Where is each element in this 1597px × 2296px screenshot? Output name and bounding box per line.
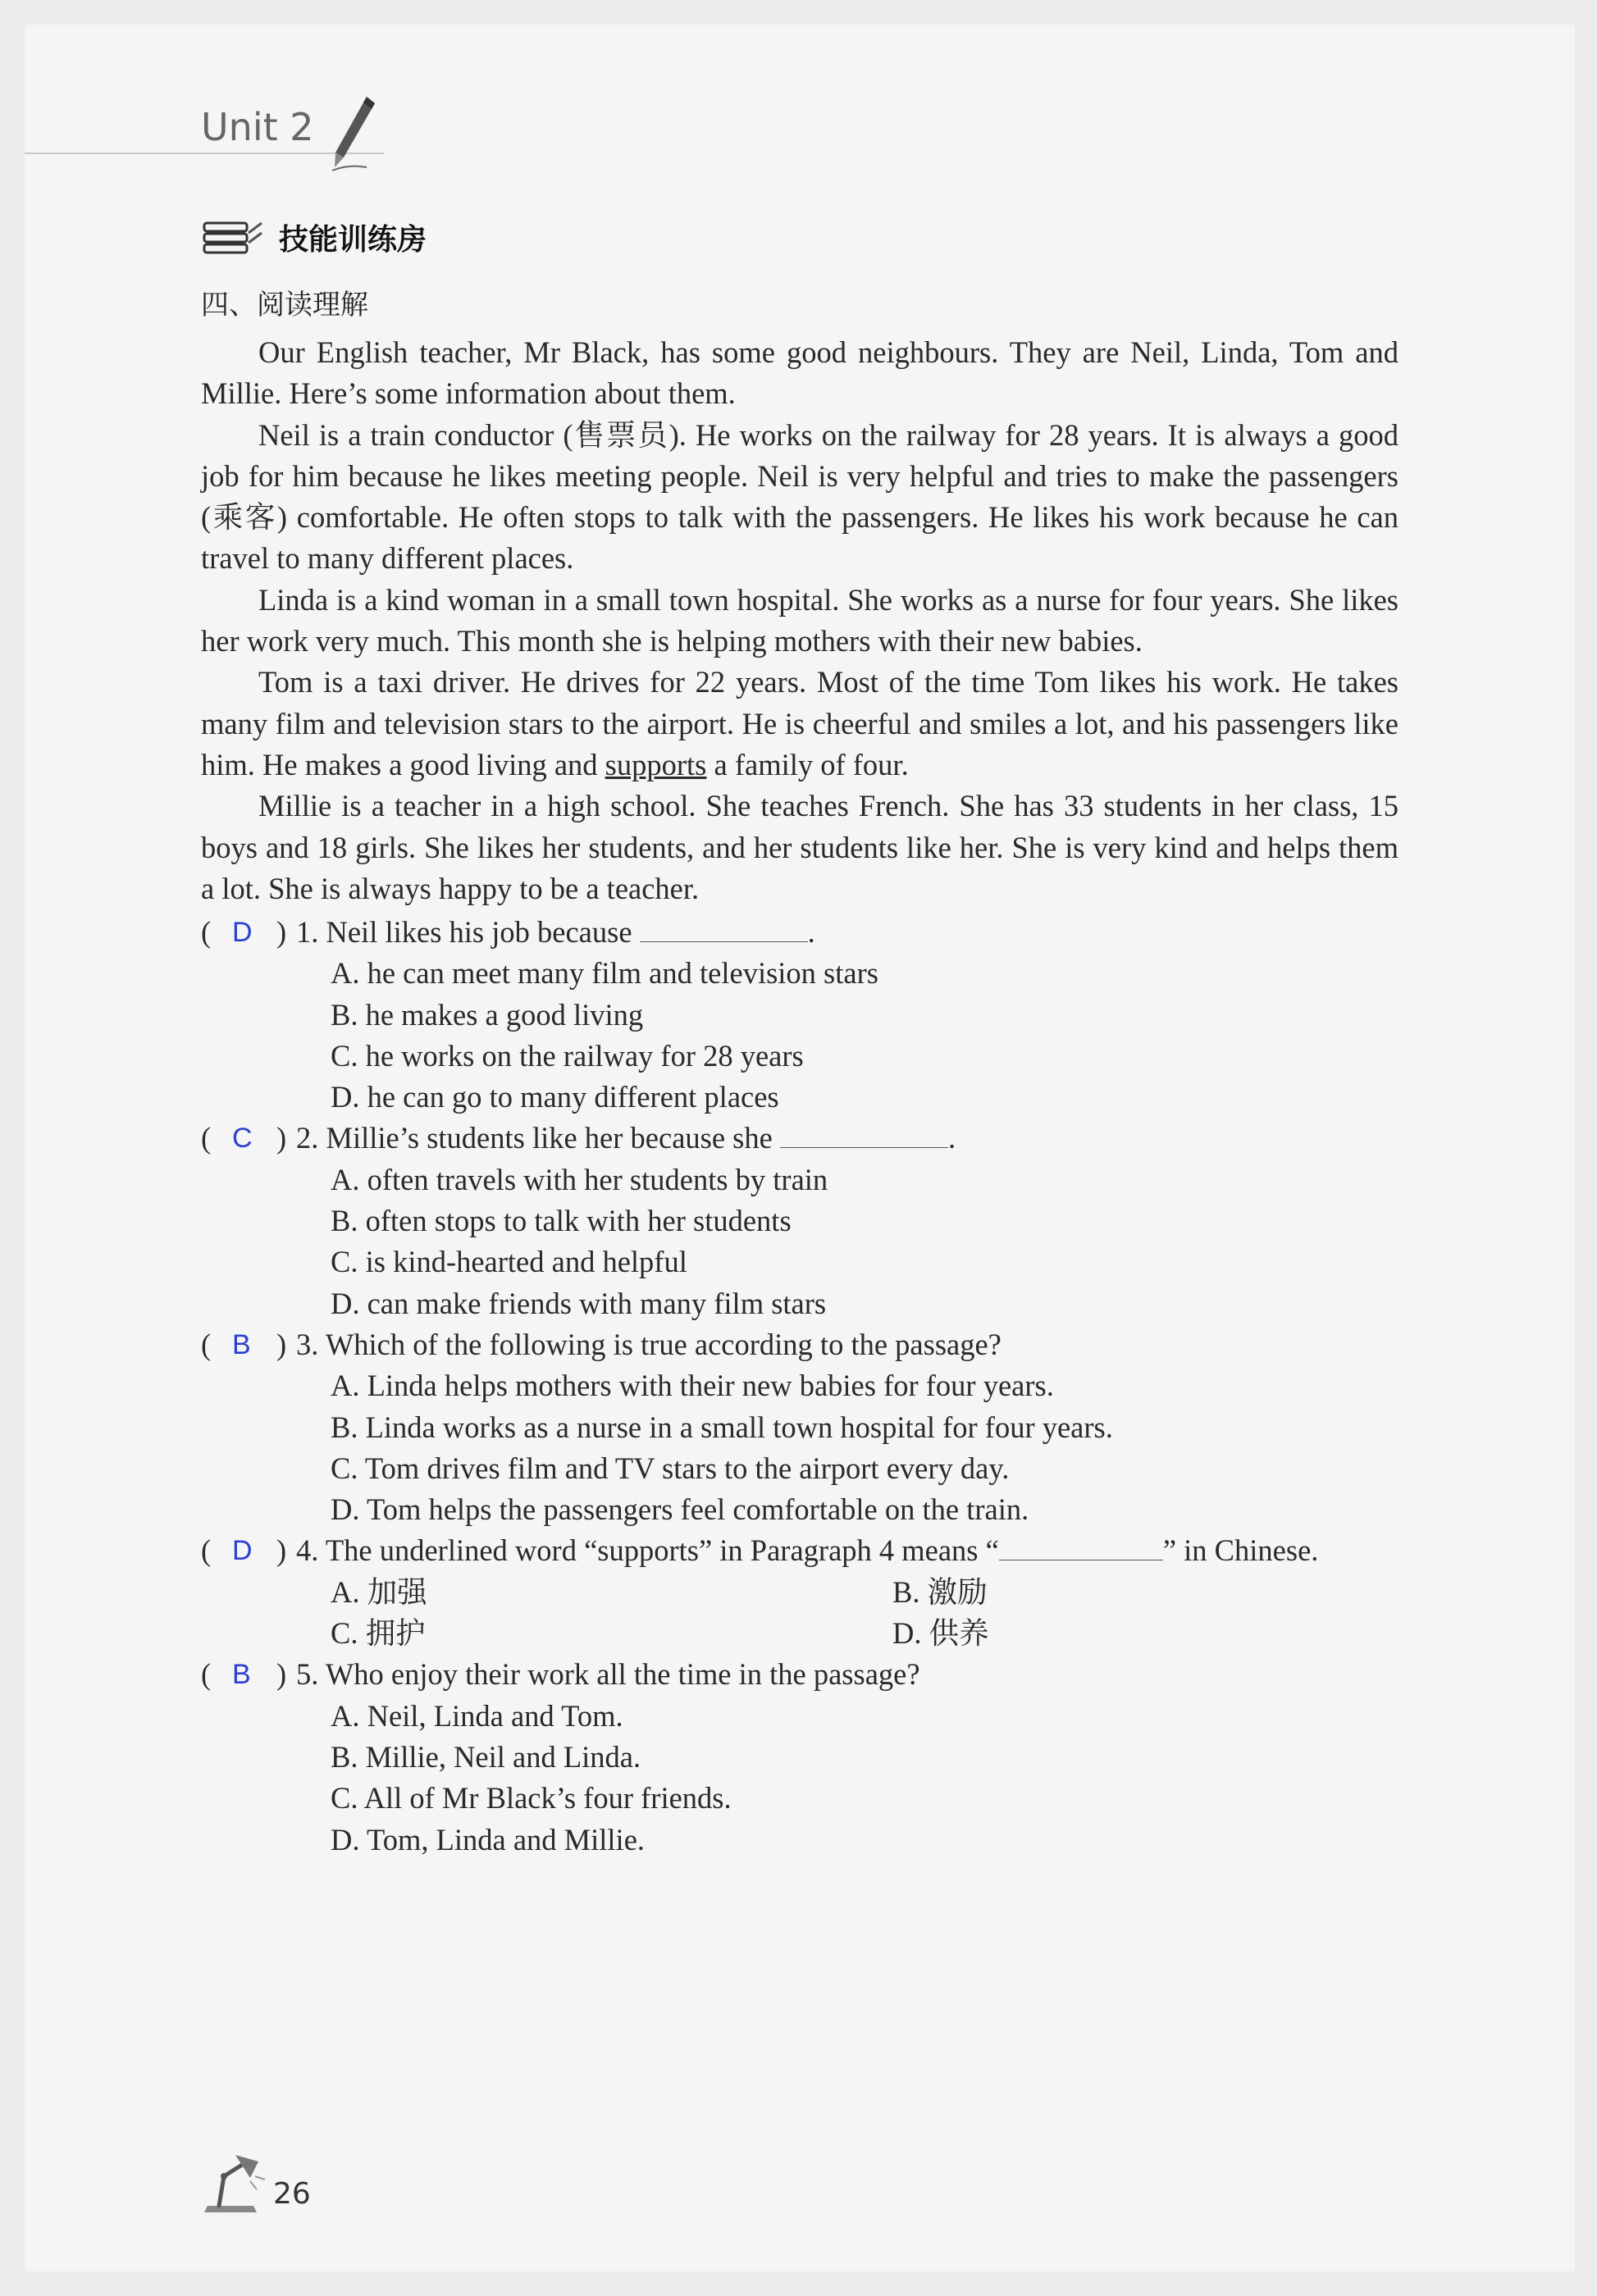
option: A. 加强 (331, 1574, 427, 1609)
option: B. 激励 (892, 1574, 988, 1609)
question-1: ( D ) 1. Neil likes his job because . A. he can meet many film and television stars B. he makes a good living C. he works on the railway for 28 years D. he can go to many different places (201, 912, 1431, 1118)
question-3-stem: 3. Which of the following is true according to the passage? (296, 1327, 1002, 1361)
paragraph-1: Our English teacher, Mr Black, has some good neighbours. They are Neil, Linda, Tom and Millie. Here’s some information about them. (201, 335, 1399, 411)
question-5: ( B ) 5. Who enjoy their work all the time in the passage? A. Neil, Linda and Tom. B. Millie, Neil and Linda. C. All of Mr Black’s four friends. D. Tom, Linda and Millie. (201, 1654, 1431, 1860)
answer-blank (999, 1532, 1163, 1560)
answer-1: D (232, 917, 253, 948)
question-2-stem: 2. Millie’s students like her because she . (296, 1121, 956, 1155)
paragraph-3: Linda is a kind woman in a small town hospital. She works as a nurse for four years. She likes her work very much. This month she is helping mothers with their new babies. (201, 582, 1399, 658)
answer-4: D (232, 1535, 253, 1567)
option: B. often stops to talk with her students (331, 1204, 792, 1238)
option: A. often travels with her students by train (331, 1162, 828, 1196)
option: A. Neil, Linda and Tom. (331, 1698, 623, 1733)
unit-title: Unit 2 (201, 105, 314, 149)
page-number: 26 (273, 2177, 311, 2211)
option: C. is kind-hearted and helpful (331, 1245, 687, 1279)
question-4-stem: 4. The underlined word “supports” in Paragraph 4 means “ ” in Chinese. (296, 1533, 1319, 1568)
paragraph-4 (201, 662, 1399, 786)
answer-2: C (232, 1123, 253, 1155)
reading-passage (201, 332, 1399, 909)
question-1-stem: 1. Neil likes his job because . (296, 915, 815, 949)
option: D. Tom, Linda and Millie. (331, 1822, 646, 1856)
option: C. Tom drives film and TV stars to the airport every day. (331, 1451, 1010, 1485)
option: A. Linda helps mothers with their new babies for four years. (331, 1369, 1054, 1403)
option: A. he can meet many film and television stars (331, 956, 878, 991)
subsection-title: 四、阅读理解 (201, 289, 368, 321)
option: B. Linda works as a nurse in a small town hospital for four years. (331, 1410, 1113, 1444)
books-icon (201, 218, 267, 257)
underlined-word: supports (605, 747, 707, 781)
option: D. he can go to many different places (331, 1080, 779, 1114)
option: C. 拥护 (331, 1616, 426, 1651)
option: D. Tom helps the passengers feel comfortable on the train. (331, 1492, 1029, 1527)
question-list (201, 912, 1431, 1861)
paragraph-2: Neil is a train conductor (售票员). He works on the railway for 28 years. It is always a good job for him because he likes meeting people. Neil is very helpful and tries to make the passengers (乘客) comfortable. He often stops to talk with the passengers. He likes his work because he can travel to many different places. (201, 417, 1399, 576)
question-2: ( C ) 2. Millie’s students like her because she . A. often travels with her students by train B. often stops to talk with her students C. is kind-hearted and helpful D. can make friends with many film stars (201, 1118, 1431, 1323)
answer-5: B (232, 1659, 251, 1691)
paragraph-4-text-end: a family of four. (706, 747, 909, 781)
option: B. he makes a good living (331, 997, 644, 1032)
option: D. 供养 (892, 1616, 989, 1651)
pen-icon (324, 92, 381, 174)
question-5-stem: 5. Who enjoy their work all the time in the passage? (296, 1657, 920, 1692)
answer-3: B (232, 1328, 251, 1360)
desk-lamp-icon (199, 2148, 268, 2217)
question-3: ( B ) 3. Which of the following is true according to the passage? A. Linda helps mothers with their new babies for four years. B. Linda works as a nurse in a small town hospital for four years. C. Tom drives film and TV stars to the airport every day. D. Tom helps the passengers feel comfortable on the train. (201, 1324, 1431, 1530)
option: D. can make friends with many film stars (331, 1286, 827, 1320)
option: C. All of Mr Black’s four friends. (331, 1781, 732, 1815)
answer-blank (640, 913, 808, 942)
paragraph-5: Millie is a teacher in a high school. She teaches French. She has 33 students in her class, 15 boys and 18 girls. She likes her students, and her students like her. She is very kind and helps them a lot. She is always happy to be a teacher. (201, 789, 1399, 905)
option: B. Millie, Neil and Linda. (331, 1739, 641, 1774)
question-4: ( D ) 4. The underlined word “supports” in Paragraph 4 means “ ” in Chinese. A. 加强 B. 激励 C. 拥护 D. 供养 (201, 1530, 1431, 1654)
answer-blank (780, 1119, 948, 1148)
paragraph-4-text: Tom is a taxi driver. He drives for 22 years. Most of the time Tom likes his work. He takes many film and television stars to the airport. He is cheerful and smiles a lot, and his passengers like him. He makes a good living and (201, 665, 1399, 781)
section-title: 技能训练房 (279, 223, 427, 257)
option: C. he works on the railway for 28 years (331, 1038, 804, 1073)
